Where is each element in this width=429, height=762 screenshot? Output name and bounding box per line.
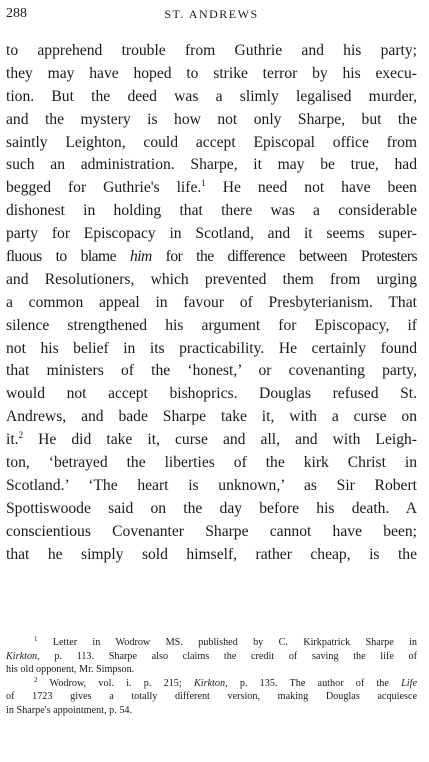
body-line: Andrews, and bade Sharpe take it, with a curse on <box>6 408 417 426</box>
text-run: He need not have been <box>205 179 417 197</box>
footnote-line <box>6 636 417 650</box>
body-line: silence strengthened his argument for Episcopacy, if <box>6 316 417 334</box>
text-run: for the difference between Protesters <box>151 248 417 266</box>
footnote-line: his old opponent, Mr. Simpson. <box>6 664 135 676</box>
body-line: Spottiswoode said on the day before his death. A <box>6 499 417 517</box>
body-line <box>6 429 417 452</box>
text-run: He did take it, curse and all, and with Leigh- <box>23 431 417 449</box>
body-line: would not accept bishoprics. Douglas refused St. <box>6 385 417 403</box>
footnote-line: in Sharpe's appointment, p. 54. <box>6 704 133 716</box>
text-run: it. <box>6 431 19 449</box>
footnote-line <box>6 677 417 691</box>
body-line: such an administration. Sharpe, it may be true, had <box>6 156 417 174</box>
body-line: to apprehend trouble from Guthrie and his party; <box>6 42 417 59</box>
page-number: 288 <box>6 6 27 21</box>
body-line: ton, ‘betrayed the liberties of the kirk Christ in <box>6 454 417 472</box>
text-run: Wodrow, vol. i. p. 215; <box>37 677 194 689</box>
text-run: , p. 113. Sharpe also claims the credit of saving the life of <box>37 650 417 662</box>
body-line: tion. But the deed was a slimly legalised murder, <box>6 87 417 105</box>
body-line: a common appeal in favour of Presbyterianism. That <box>6 293 417 311</box>
citation-title: Kirkton <box>6 650 38 662</box>
text-run: fluous to blame <box>6 248 130 266</box>
body-line <box>6 246 417 269</box>
page-header <box>6 6 417 24</box>
emphasis-text: him <box>129 248 152 266</box>
body-line: and the mystery is how not only Sharpe, but the <box>6 110 417 128</box>
citation-title: Kirkton <box>193 677 226 689</box>
text-run: Letter in Wodrow MS. published by C. Kirkpatrick Sharpe in <box>37 637 417 648</box>
text-run: , p. 135. The author of the <box>225 677 402 689</box>
footnotes <box>6 636 417 718</box>
body-line: conscientious Covenanter Sharpe cannot have been; <box>6 522 417 540</box>
body-line: that ministers of the ‘honest,’ or covenanting party, <box>6 362 417 380</box>
footnote-number: 2 <box>34 676 38 684</box>
citation-title: Life <box>401 677 417 689</box>
body-line <box>6 177 417 200</box>
footnote-number: 1 <box>34 636 38 643</box>
body-line: saintly Leighton, could accept Episcopal office from <box>6 133 417 151</box>
running-head: ST. ANDREWS <box>164 7 259 21</box>
body-line: Scotland.’ ‘The heart is unknown,’ as Sir Robert <box>6 476 417 494</box>
body-text <box>6 40 417 566</box>
body-line: that he simply sold himself, rather cheap, is the <box>6 545 417 563</box>
text-run: begged for Guthrie's life. <box>6 179 202 197</box>
body-line: party for Episcopacy in Scotland, and it seems super- <box>6 225 417 243</box>
body-line: and Resolutioners, which prevented them from urging <box>6 270 417 288</box>
footnote-marker: 1 <box>201 178 206 189</box>
body-line: not his belief in its practicability. He certainly found <box>6 339 417 357</box>
footnote-line: of 1723 gives a totally different version, making Douglas acquiesce <box>6 691 417 703</box>
footnote-line <box>6 650 417 664</box>
body-line: they may have hoped to strike terror by his execu- <box>6 64 417 82</box>
footnote-marker: 2 <box>18 430 24 441</box>
body-line: dishonest in holding that there was a considerable <box>6 202 417 220</box>
